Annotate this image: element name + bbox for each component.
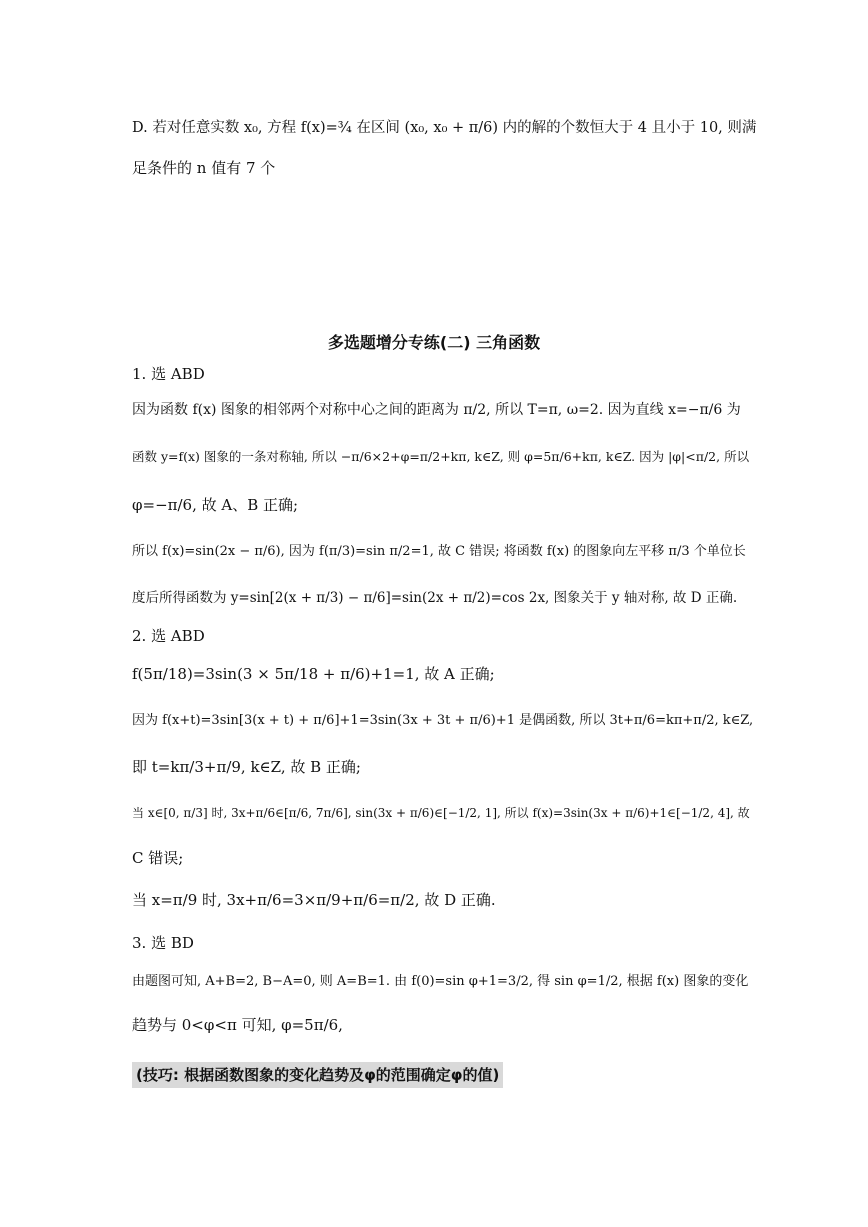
answer-line: 因为函数 f(x) 图象的相邻两个对称中心之间的距离为 π/2, 所以 T=π, ω=2. 因为直线 x=−π/6 为: [132, 402, 741, 418]
answer-line: 当 x∈[0, π/3] 时, 3x+π/6∈[π/6, 7π/6], sin(3x + π/6)∈[−1/2, 1], 所以 f(x)=3sin(3x + π/6)+1∈[−1/2, 4], 故: [132, 806, 750, 820]
answer-line: 函数 y=f(x) 图象的一条对称轴, 所以 −π/6×2+φ=π/2+kπ, k∈Z, 则 φ=5π/6+kπ, k∈Z. 因为 |φ|<π/2, 所以: [132, 449, 750, 464]
section-title: 多选题增分专练(二) 三角函数: [327, 333, 541, 352]
answer-header: 2. 选 ABD: [132, 627, 205, 645]
answer-line: 当 x=π/9 时, 3x+π/6=3×π/9+π/6=π/2, 故 D 正确.: [132, 891, 496, 909]
answer-header: 1. 选 ABD: [132, 365, 205, 383]
answer-line: f(5π/18)=3sin(3 × 5π/18 + π/6)+1=1, 故 A 正确;: [132, 665, 495, 683]
answer-line: 由题图可知, A+B=2, B−A=0, 则 A=B=1. 由 f(0)=sin φ+1=3/2, 得 sin φ=1/2, 根据 f(x) 图象的变化: [132, 974, 749, 989]
answer-header: 3. 选 BD: [132, 934, 194, 952]
tip-box: (技巧: 根据函数图象的变化趋势及φ的范围确定φ的值): [132, 1062, 503, 1088]
answer-line: 度后所得函数为 y=sin[2(x + π/3) − π/6]=sin(2x + π/2)=cos 2x, 图象关于 y 轴对称, 故 D 正确.: [132, 590, 738, 606]
option-d-line-2: 足条件的 n 值有 7 个: [132, 159, 276, 177]
answer-line: C 错误;: [132, 849, 184, 867]
answer-line: φ=−π/6, 故 A、B 正确;: [132, 496, 299, 514]
option-d-line-1: D. 若对任意实数 x₀, 方程 f(x)=¾ 在区间 (x₀, x₀ + π/6) 内的解的个数恒大于 4 且小于 10, 则满: [132, 120, 757, 136]
answer-line: 因为 f(x+t)=3sin[3(x + t) + π/6]+1=3sin(3x + 3t + π/6)+1 是偶函数, 所以 3t+π/6=kπ+π/2, k∈Z,: [132, 713, 754, 728]
answer-line: 趋势与 0<φ<π 可知, φ=5π/6,: [132, 1016, 343, 1034]
answer-line: 即 t=kπ/3+π/9, k∈Z, 故 B 正确;: [132, 758, 361, 776]
answer-line: 所以 f(x)=sin(2x − π/6), 因为 f(π/3)=sin π/2=1, 故 C 错误; 将函数 f(x) 的图象向左平移 π/3 个单位长: [132, 544, 746, 559]
